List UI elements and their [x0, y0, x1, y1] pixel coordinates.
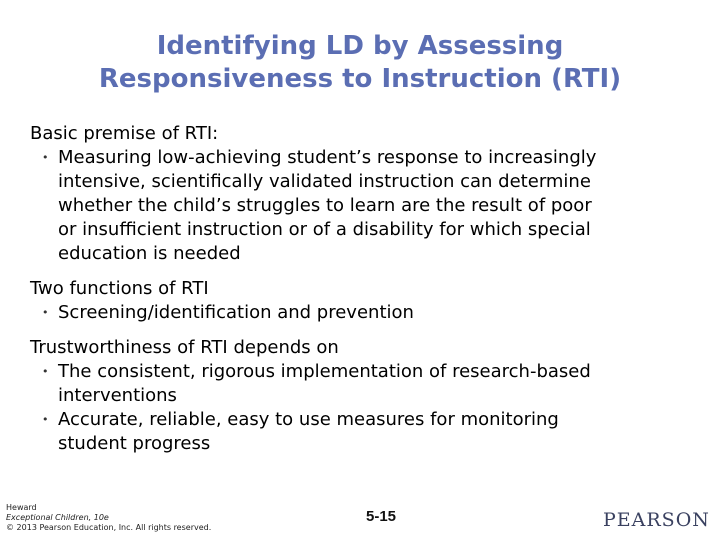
section-heading: Basic premise of RTI:: [30, 123, 219, 144]
section-trustworthiness: [30, 336, 670, 456]
page-number: 5-15: [366, 508, 397, 525]
section-basic-premise: [30, 122, 670, 266]
bullet-item: [30, 301, 670, 325]
bullet-icon: •: [42, 151, 49, 164]
bullet-icon: •: [42, 365, 49, 378]
section-two-functions: [30, 277, 670, 325]
bullet-line: Screening/identification and prevention: [58, 302, 414, 323]
footer-copyright: © 2013 Pearson Education, Inc. All rights reserved.: [6, 523, 212, 532]
slide-content: [30, 122, 670, 467]
title-line-1: Identifying LD by Assessing: [156, 31, 564, 61]
section-heading: Trustworthiness of RTI depends on: [30, 337, 339, 358]
bullet-line: education is needed: [58, 243, 241, 264]
bullet-item: [30, 360, 670, 408]
section-heading: Two functions of RTI: [30, 278, 209, 299]
bullet-icon: •: [42, 306, 49, 319]
bullet-line: The consistent, rigorous implementation of research-based: [58, 361, 591, 382]
bullet-line: interventions: [58, 385, 177, 406]
bullet-line: student progress: [58, 433, 211, 454]
pearson-logo: PEARSON: [603, 509, 710, 531]
bullet-line: whether the child’s struggles to learn are the result of poor: [58, 195, 592, 216]
footer-author: Heward: [6, 503, 37, 512]
bullet-item: [30, 408, 670, 456]
bullet-line: or insufficient instruction or of a disability for which special: [58, 219, 591, 240]
bullet-icon: •: [42, 413, 49, 426]
title-line-2: Responsiveness to Instruction (RTI): [98, 64, 622, 94]
footer-credit: [6, 503, 211, 533]
slide-title: [40, 30, 680, 96]
bullet-item: [30, 146, 670, 266]
bullet-line: intensive, scientifically validated instruction can determine: [58, 171, 591, 192]
bullet-line: Accurate, reliable, easy to use measures for monitoring: [58, 409, 559, 430]
footer-book-title: Exceptional Children, 10e: [6, 513, 109, 522]
bullet-line: Measuring low-achieving student’s response to increasingly: [58, 147, 597, 168]
